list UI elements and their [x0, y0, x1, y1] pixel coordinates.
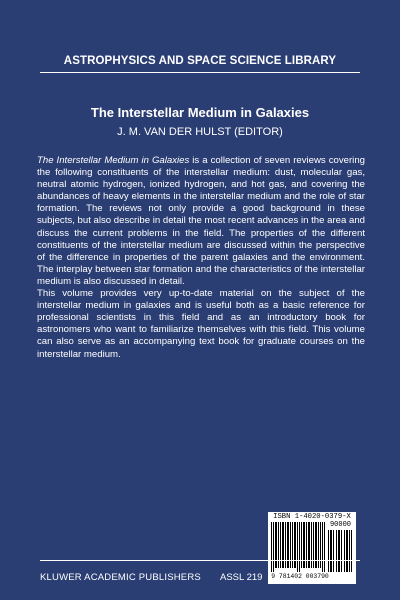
- isbn-barcode: [268, 512, 356, 584]
- description-paragraph-1-text: is a collection of seven reviews covering the following constituents of the interstellar medium: dust, molecular gas, neutral atomic hydrogen, ionized hydrogen, and hot gas, and covering the abundances of heavy elements in the interstellar medium and the role of star formation. The reviews not only provide a good background in these subjects, but also describe in detail the most recent advances in the area and discuss the current problems in the field. The properties of the different constituents of the interstellar medium are discussed within the perspective of the difference in properties of the parent galaxies and the environment. The interplay between star formation and the characteristics of the interstellar medium is also discussed in detail.: [37, 155, 365, 287]
- book-editor: J. M. VAN DER HULST (EDITOR): [117, 126, 283, 138]
- publisher-name: KLUWER ACADEMIC PUBLISHERS: [40, 572, 201, 583]
- back-cover-description: [37, 155, 365, 361]
- book-title: The Interstellar Medium in Galaxies: [90, 105, 310, 120]
- bottom-rule: [40, 560, 360, 561]
- description-paragraph-2: This volume provides very up-to-date material on the subject of the interstellar medium in galaxies and is useful both as a basic reference for professional scientists in this field and as an introductory book for astronomers who want to familiarize themselves with this field. This volume can also serve as an accompanying text book for graduate courses on the interstellar medium.: [37, 288, 365, 360]
- ean-digits: 9 781402 003790: [271, 573, 329, 580]
- barcode-bars-icon: [271, 522, 327, 572]
- series-title: ASTROPHYSICS AND SPACE SCIENCE LIBRARY: [63, 55, 337, 67]
- description-paragraph-1: [37, 155, 365, 288]
- description-lead-title: The Interstellar Medium in Galaxies: [37, 155, 190, 166]
- price-barcode-icon: [328, 530, 352, 572]
- price-code: 90000: [329, 521, 351, 529]
- top-rule: [40, 72, 360, 73]
- isbn-number: ISBN 1-4020-0379-X: [273, 513, 351, 521]
- series-number: ASSL 219: [220, 572, 263, 583]
